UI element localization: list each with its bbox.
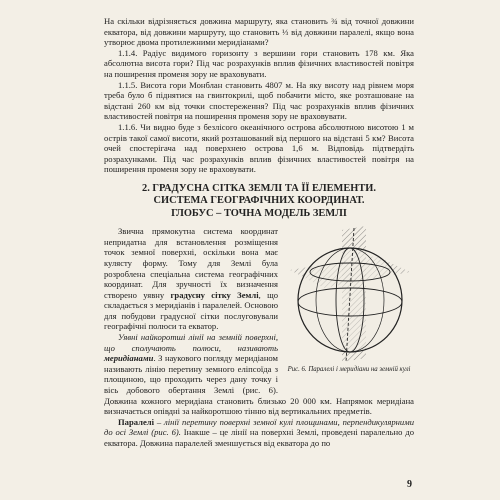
figure-globe [284,226,414,384]
globe-illustration [284,226,414,364]
figure-caption: Рис. 6. Паралелі і меридіани на земній кулі [287,366,411,374]
term-meridians: меридіанами [104,353,154,364]
term-parallels: Паралелі [118,416,154,427]
section-title-line-3: ГЛОБУС – ТОЧНА МОДЕЛЬ ЗЕМЛІ [171,207,347,219]
term-grid: градусну сітку Землі [170,289,259,300]
section-title [104,183,414,220]
meridian-text: . З наукового погляду меридіаном називають лінію перетину земного еліпсоїда з площиною, що проходить через дану точку і вісь добового обертання Землі (рис. 6). Довжина кожного меридіана становить близько 20 000 км. Напрямок меридіана визначається опівдні за найкоротшою тінню від вертикальних предметів. [104,353,414,417]
paragraph-question-1-1-5: 1.1.5. Висота гори Монблан становить 4807 м. На яку висоту над рівнем моря треба було б піднятися на гвинтокрилі, щоб побачити місто, яке розташоване на відстані 260 км від точки спостереження? Під час розрахунків вплив фізичних властивостей повітря на поширення променя зору не враховувати. [104,79,414,122]
section-title-line-2: СИСТЕМА ГЕОГРАФІЧНИХ КООРДИНАТ. [153,195,365,207]
parallel-definition: – лінії перетину поверхні земної кулі площинами, перпендикулярними до осі Землі (рис. 6). [104,416,414,438]
paragraph-question-1-1-4: 1.1.4. Радіус видимого горизонту з вершини гори становить 178 км. Яка абсолютна висота гори? Під час розрахунків вплив фізичних властивостей повітря на поширення променя зору не враховувати. [104,47,414,79]
meridian-definition: Уявні найкоротші лінії на земній поверхні, що сполучають полюси, називають [104,332,278,353]
paragraph-question-1-1-6: 1.1.6. Чи видно буде з безлісого океанічного острова абсолютною висотою 1 м острів такої самої висоти, який розташований від першого на відстані 5 км? Висота очей спостерігача над поверхнею острова 1,6 м. Відповідь підтвердіть розрахунками. Під час розрахунків вплив фізичних властивостей повітря на поширення променя зору не враховувати. [104,121,414,175]
grid-intro-text: Звична прямокутна система координат непридатна для встановлення розміщення точок земної поверхні, оскільки вона має кулясту форму. Тому для Землі була розроблена спеціальна система географічних координат. Для зручності їх визначення створено уявну [104,226,278,300]
section-title-line-1: 2. ГРАДУСНА СІТКА ЗЕМЛІ ТА ЇЇ ЕЛЕМЕНТИ. [142,182,376,194]
grid-intro-end: , що складається з меридіанів і паралелей. Основою для побудови градусної сітки послуговували географічні полюси та екватор. [104,289,278,332]
paragraph-parallels [104,417,414,449]
page-number: 9 [407,479,412,490]
paragraph-question-1-1-3: На скільки відрізняється довжина маршруту, яка становить ¾ від точної довжини екватора, від довжини маршруту, що становить ⅓ від довжини паралелі, якщо вона утворює двома протилежними меридіанами? [104,16,414,48]
section-body [104,226,414,448]
parallel-text: Інакше – це лінії на поверхні Землі, проведені паралельно до екватора. Довжина паралелей зменшується від екватора до по [104,427,414,448]
